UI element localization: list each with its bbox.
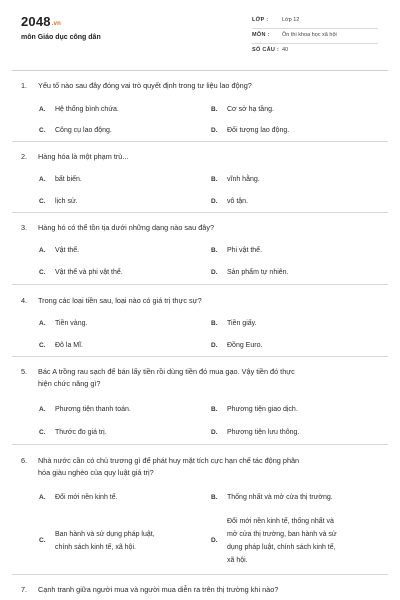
option-letter: B. bbox=[211, 106, 218, 113]
option-letter: B. bbox=[211, 406, 218, 413]
question-stem: Trong các loại tiền sau, loại nào có giá trị thực sự? bbox=[38, 296, 202, 305]
question-text bbox=[21, 151, 371, 163]
option-text: Vật thể. bbox=[55, 247, 80, 254]
option-letter: B. bbox=[211, 320, 218, 327]
option-text: vô tận. bbox=[227, 198, 249, 205]
question-separator bbox=[12, 212, 388, 213]
option-text: bất biến. bbox=[55, 176, 82, 183]
question-number: 7. bbox=[21, 585, 28, 594]
option-text: Phi vật thể. bbox=[227, 247, 263, 254]
meta-key: LỚP : bbox=[252, 17, 269, 23]
question-stem-line-1: Bác A trồng rau sạch để bán lấy tiền rồi dùng tiền đó mua gạo. Vậy tiền đó thực bbox=[38, 367, 295, 376]
question-number: 6. bbox=[21, 456, 28, 465]
option-text: Tiền giấy. bbox=[227, 320, 257, 327]
option-letter: D. bbox=[211, 342, 218, 349]
option-text: Phương tiện lưu thông. bbox=[227, 429, 300, 436]
question-separator bbox=[12, 141, 388, 142]
option-text: Thước đo giá trị. bbox=[55, 429, 107, 436]
meta-value: Lớp 12 bbox=[282, 17, 300, 23]
header-divider bbox=[12, 70, 388, 71]
option-text: Phương tiện thanh toán. bbox=[55, 406, 131, 413]
question-stem: Cạnh tranh giữa người mua và người mua diễn ra trên thị trường khi nào? bbox=[38, 585, 279, 594]
option-text: Đồng Euro. bbox=[227, 342, 263, 349]
option-letter: C. bbox=[39, 198, 46, 205]
option-text: Thống nhất và mở cửa thị trường. bbox=[227, 494, 333, 501]
option-letter: D. bbox=[211, 429, 218, 436]
exam-meta bbox=[252, 14, 378, 58]
option-text bbox=[55, 528, 205, 554]
option-text-line: mở cửa thị trường, ban hành và sử bbox=[227, 531, 337, 538]
question-separator bbox=[12, 284, 388, 285]
option-letter: A. bbox=[39, 106, 46, 113]
option-text: lịch sử. bbox=[55, 198, 78, 205]
option-text: Đối tượng lao động. bbox=[227, 127, 290, 134]
option-text: Phương tiện giao dịch. bbox=[227, 406, 298, 413]
option-letter: A. bbox=[39, 406, 46, 413]
question-number: 3. bbox=[21, 223, 28, 232]
option-letter: C. bbox=[39, 537, 46, 544]
option-text: Cơ sở hạ tầng. bbox=[227, 106, 274, 113]
question-text bbox=[21, 366, 371, 390]
meta-value: 40 bbox=[282, 47, 289, 53]
option-letter: D. bbox=[211, 537, 218, 544]
meta-class bbox=[252, 14, 378, 29]
option-text bbox=[227, 515, 377, 567]
question-stem-line-1: Nhà nước cần có chủ trương gì để phát huy mặt tích cực hạn chế tác động phân bbox=[38, 456, 300, 465]
option-text-line: Đổi mới nền kinh tế, thống nhất và bbox=[227, 518, 334, 525]
question-text bbox=[21, 455, 371, 479]
option-letter: D. bbox=[211, 198, 218, 205]
option-letter: B. bbox=[211, 176, 218, 183]
option-letter: A. bbox=[39, 320, 46, 327]
question-separator bbox=[12, 574, 388, 575]
option-letter: A. bbox=[39, 247, 46, 254]
option-text: Vật thể và phi vật thể. bbox=[55, 269, 123, 276]
question-separator bbox=[12, 356, 388, 357]
subject-title: môn Giáo dục công dân bbox=[21, 34, 101, 41]
option-letter: A. bbox=[39, 494, 46, 501]
question-stem-line-2: hóa giàu nghèo của quy luật giá trị? bbox=[38, 468, 154, 477]
question-stem: Yếu tố nào sau đây đóng vai trò quyết định trong tư liệu lao động? bbox=[38, 81, 252, 90]
option-text: Đô la Mĩ. bbox=[55, 342, 84, 349]
question-number: 1. bbox=[21, 81, 28, 90]
logo-main: 2048 bbox=[21, 14, 51, 29]
option-letter: D. bbox=[211, 127, 218, 134]
question-number: 5. bbox=[21, 367, 28, 376]
option-text-line: Ban hành và sử dụng pháp luật, bbox=[55, 531, 155, 538]
exam-header bbox=[0, 0, 400, 70]
option-letter: D. bbox=[211, 269, 218, 276]
option-text-line: xã hội. bbox=[227, 557, 248, 564]
option-text-line: chính sách kinh tế, xã hội. bbox=[55, 544, 136, 551]
logo-suffix: .vn bbox=[51, 21, 62, 27]
option-text-line: dụng pháp luật, chính sách kinh tế, bbox=[227, 544, 336, 551]
question-text bbox=[21, 584, 371, 596]
meta-key: SỐ CÂU : bbox=[252, 47, 280, 53]
option-text: Công cụ lao động. bbox=[55, 127, 112, 134]
question-separator bbox=[12, 444, 388, 445]
question-stem-line-2: hiện chức năng gì? bbox=[38, 379, 101, 388]
question-text bbox=[21, 80, 371, 92]
option-letter: B. bbox=[211, 247, 218, 254]
option-letter: A. bbox=[39, 176, 46, 183]
option-letter: C. bbox=[39, 269, 46, 276]
question-stem: Hàng hó có thể tồn tịa dưới những dạng nào sau đây? bbox=[38, 223, 215, 232]
option-text: Hệ thống bình chứa. bbox=[55, 106, 119, 113]
meta-question-count bbox=[252, 44, 378, 58]
option-letter: C. bbox=[39, 429, 46, 436]
question-text bbox=[21, 222, 371, 234]
meta-key: MÔN : bbox=[252, 32, 270, 38]
meta-value: Ôn thi khoa học xã hội bbox=[282, 32, 337, 38]
option-text: Tiền vàng. bbox=[55, 320, 88, 327]
option-text: Sản phẩm tự nhiên. bbox=[227, 269, 289, 276]
question-number: 4. bbox=[21, 296, 28, 305]
option-text: Đổi mới nền kinh tế. bbox=[55, 494, 118, 501]
option-text: vĩnh hằng. bbox=[227, 176, 260, 183]
question-number: 2. bbox=[21, 152, 28, 161]
option-letter: B. bbox=[211, 494, 218, 501]
option-letter: C. bbox=[39, 342, 46, 349]
question-stem: Hàng hóa là một phạm trù... bbox=[38, 152, 129, 161]
question-text bbox=[21, 295, 371, 307]
site-logo[interactable] bbox=[21, 14, 61, 29]
option-letter: C. bbox=[39, 127, 46, 134]
meta-subject bbox=[252, 29, 378, 44]
